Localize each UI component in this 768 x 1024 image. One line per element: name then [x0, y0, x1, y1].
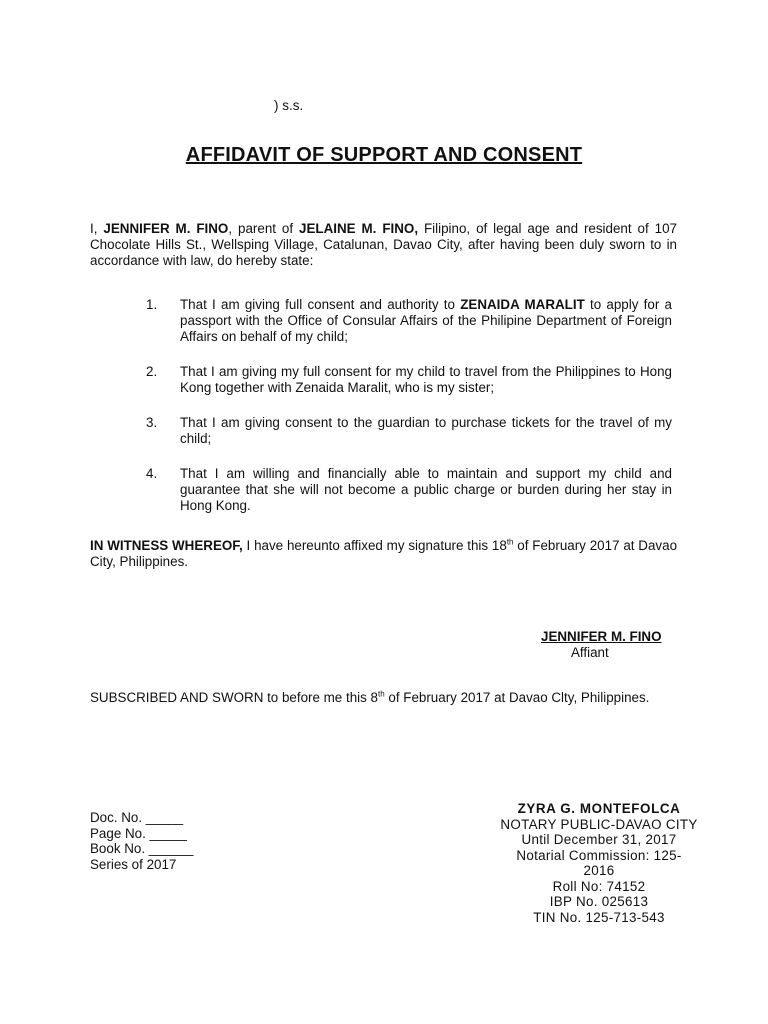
statement-text: That I am giving my full consent for my child to travel from the Philippines to Hong Kong together with Zenaida Maralit, who is my sister;	[180, 364, 672, 395]
statement-number: 2.	[146, 364, 158, 379]
statement-number: 3.	[146, 415, 158, 430]
statement-item	[146, 297, 672, 345]
subscribed-ordinal: th	[377, 689, 385, 699]
subscribed-text-a: SUBSCRIBED AND SWORN to before me this 8	[90, 690, 378, 705]
statement-number: 4.	[146, 466, 158, 481]
statement-text-b: to apply for a passport with the Office of Consular Affairs of the Philipine Department of Foreign Affairs on behalf of my child;	[180, 297, 672, 344]
notary-tin-number: TIN No. 125-713-543	[533, 909, 665, 925]
notary-name: ZYRA G. MONTEFOLCA	[517, 801, 681, 816]
intro-child-name: JELAINE M. FINO,	[299, 221, 419, 236]
guardian-name: ZENAIDA MARALIT	[460, 297, 585, 312]
notary-commission-year: 2016	[583, 863, 615, 878]
notarial-register-block	[90, 810, 193, 872]
statement-text: That I am giving consent to the guardian to purchase tickets for the travel of my child;	[180, 415, 672, 446]
witness-text-a: I have hereunto affixed my signature this 18	[242, 538, 507, 553]
witness-lead: IN WITNESS WHEREOF,	[90, 538, 243, 553]
notary-block	[494, 801, 704, 925]
notary-until: Until December 31, 2017	[521, 832, 677, 847]
notary-title: NOTARY PUBLIC-DAVAO CITY	[500, 816, 698, 832]
witness-paragraph	[90, 538, 677, 570]
notary-roll-number: Roll No: 74152	[552, 878, 646, 894]
statement-number: 1.	[146, 297, 158, 312]
intro-text-2: , parent of	[228, 221, 300, 236]
statement-item	[146, 466, 672, 514]
affiant-signature-name: JENNIFER M. FINO	[541, 629, 662, 644]
book-number: Book No. ______	[90, 841, 194, 856]
witness-ordinal: th	[506, 537, 514, 547]
subscribed-paragraph	[90, 690, 650, 706]
page-number: Page No. _____	[90, 825, 187, 841]
document-title: AFFIDAVIT OF SUPPORT AND CONSENT	[185, 144, 583, 166]
statement-list	[146, 297, 672, 533]
statement-item	[146, 415, 672, 447]
notary-ibp-number: IBP No. 025613	[549, 894, 649, 909]
intro-paragraph	[90, 221, 677, 269]
statement-item	[146, 364, 672, 396]
doc-number: Doc. No. _____	[90, 810, 184, 825]
intro-text-1: I,	[90, 221, 104, 236]
subscribed-text-b: of February 2017 at Davao Clty, Philippines.	[384, 690, 650, 705]
series-year: Series of 2017	[90, 856, 177, 872]
statement-text: That I am willing and financially able to maintain and support my child and guarantee that she will not become a public charge or burden during her stay in Hong Kong.	[180, 466, 672, 513]
intro-text-3: Filipino, of legal age and resident of 107 Chocolate Hills St., Wellsping Village, Catalunan, Davao City, after having been duly sworn to in accordance with law, do hereby state:	[90, 221, 677, 268]
witness-text-b: of February 2017 at Davao City, Philippines.	[90, 538, 678, 569]
intro-affiant-name: JENNIFER M. FINO	[103, 221, 229, 236]
ss-venue-mark: ) s.s.	[274, 98, 304, 113]
statement-text	[180, 297, 672, 345]
affiant-role-label: Affiant	[571, 645, 609, 660]
statement-text-a: That I am giving full consent and authority to	[180, 297, 461, 312]
notary-commission: Notarial Commission: 125-	[516, 847, 682, 863]
